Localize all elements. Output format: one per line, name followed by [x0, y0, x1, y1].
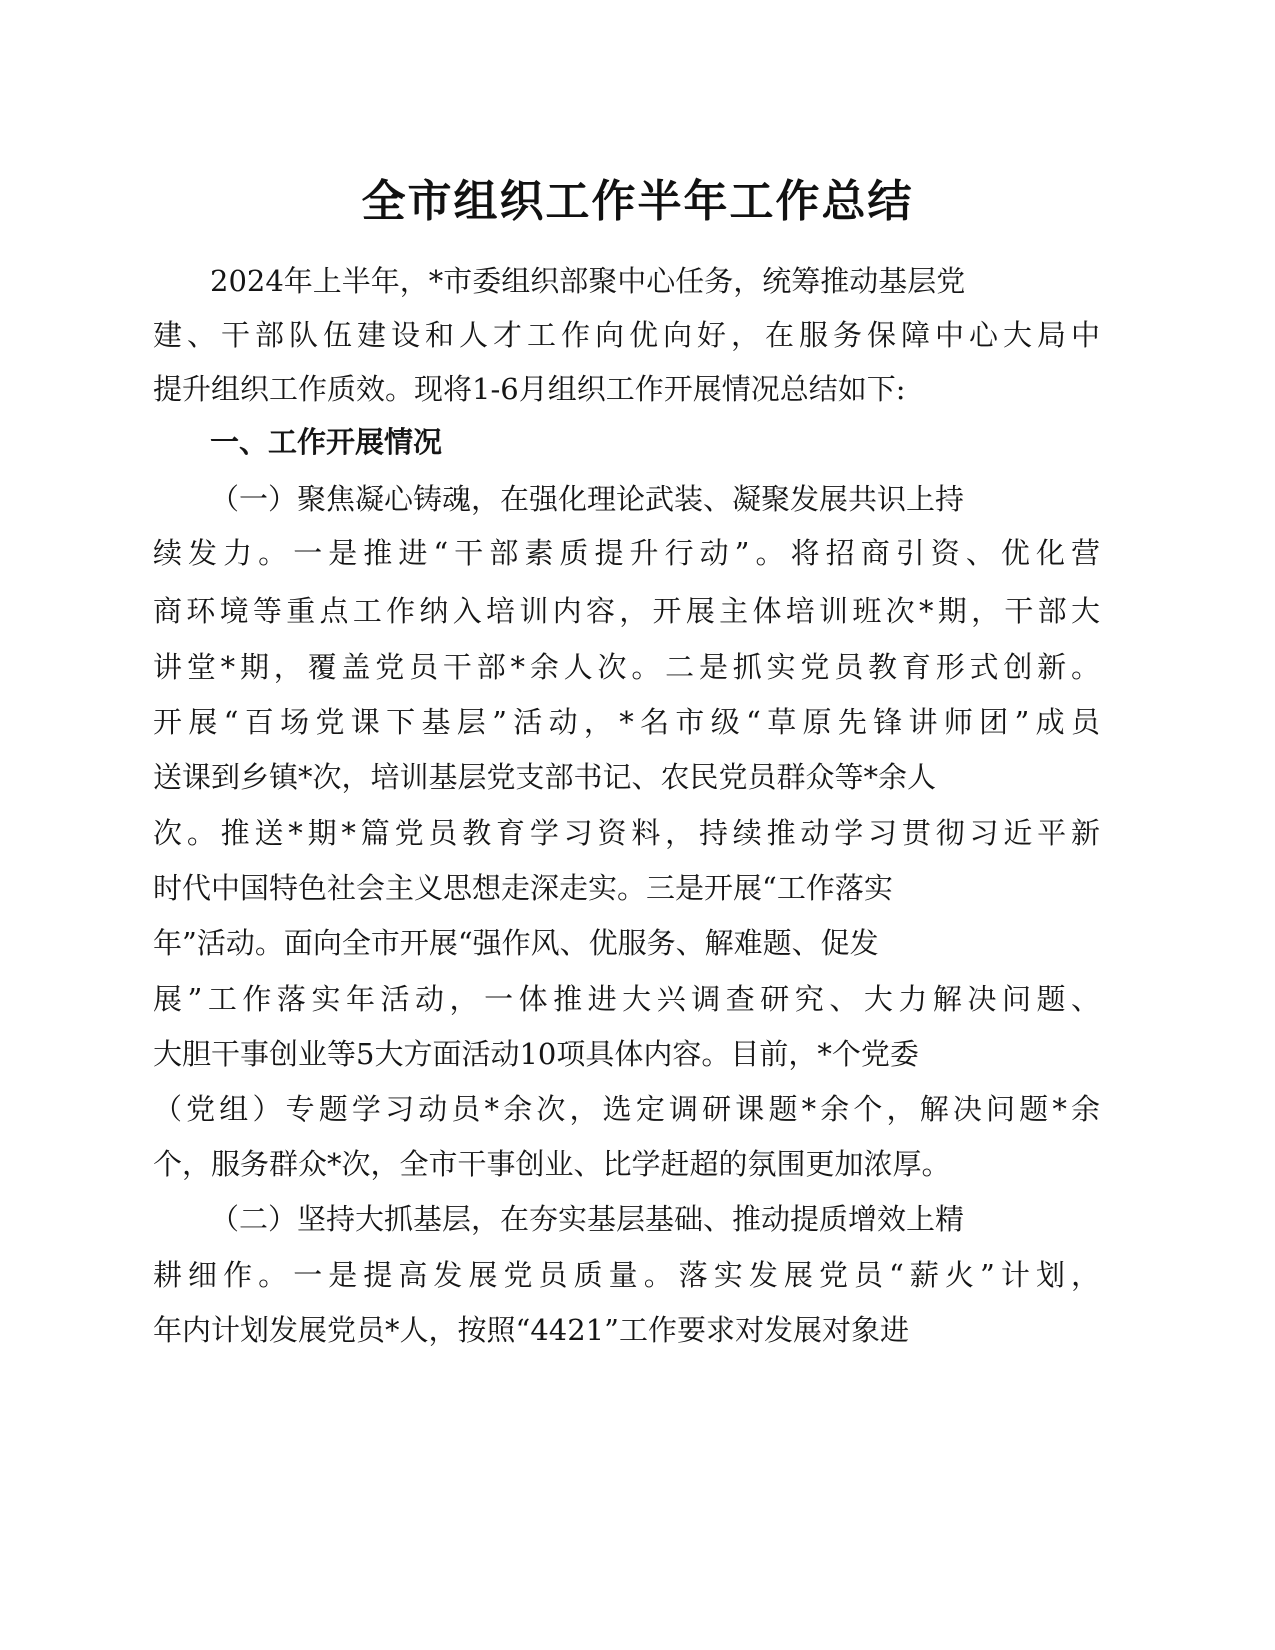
text-line: 续发力。一是推进“干部素质提升行动”。将招商引资、优化营 [153, 536, 1100, 570]
section-heading: 一、工作开展情况 [210, 425, 443, 459]
text-line: 时代中国特色社会主义思想走深走实。三是开展“工作落实 [153, 871, 893, 905]
text-line: （党组）专题学习动员*余次，选定调研课题*余个，解决问题*余 [153, 1092, 1100, 1126]
text-line: 年”活动。面向全市开展“强作风、优服务、解难题、促发 [153, 926, 879, 960]
subsection-heading: （二）坚持大抓基层，在夯实基层基础、推动提质增效上精 [210, 1202, 965, 1236]
text-line: 个，服务群众*次，全市干事创业、比学赶超的氛围更加浓厚。 [153, 1147, 951, 1181]
text-line: 大胆干事创业等5大方面活动10项具体内容。目前，*个党委 [153, 1037, 919, 1071]
text-line: 2024年上半年，*市委组织部聚中心任务，统筹推动基层党 [210, 264, 966, 298]
text-line: 展”工作落实年活动，一体推进大兴调查研究、大力解决问题、 [153, 982, 1100, 1016]
subsection-heading: （一）聚焦凝心铸魂，在强化理论武装、凝聚发展共识上持 [210, 482, 965, 516]
text-line: 提升组织工作质效。现将1-6月组织工作开展情况总结如下: [153, 372, 906, 406]
text-line: 开展“百场党课下基层”活动，*名市级“草原先锋讲师团”成员 [153, 705, 1100, 739]
text-line: 送课到乡镇*次，培训基层党支部书记、农民党员群众等*余人 [153, 760, 937, 794]
text-line: 讲堂*期，覆盖党员干部*余人次。二是抓实党员教育形式创新。 [153, 650, 1100, 684]
text-line: 商环境等重点工作纳入培训内容，开展主体培训班次*期，干部大 [153, 594, 1100, 628]
text-line: 建、干部队伍建设和人才工作向优向好，在服务保障中心大局中 [153, 318, 1100, 352]
text-line: 年内计划发展党员*人，按照“4421”工作要求对发展对象进 [153, 1313, 909, 1347]
text-line: 次。推送*期*篇党员教育学习资料，持续推动学习贯彻习近平新 [153, 816, 1100, 850]
text-line: 耕细作。一是提高发展党员质量。落实发展党员“薪火”计划， [153, 1258, 1100, 1292]
document-title: 全市组织工作半年工作总结 [361, 176, 914, 227]
